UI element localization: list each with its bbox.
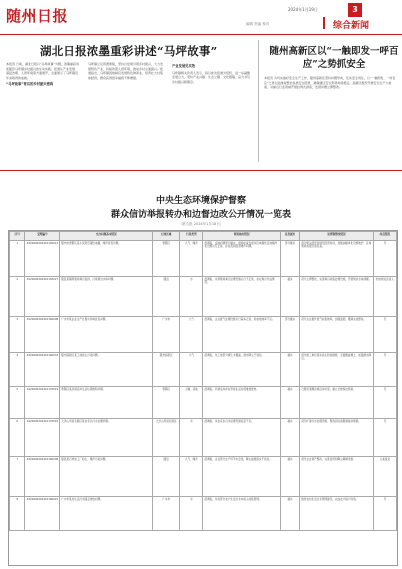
- lead-column-3: [172, 62, 252, 162]
- table-row: [10, 387, 397, 419]
- lead-col3-text: 马坪镇相关负责人表示，将以此次报道为契机，进一步凝聚发展合力，坚持产业兴镇、生态立镇、文化强镇，奋力书写乡村振兴新篇章。: [172, 70, 251, 84]
- table-header-cell: 序号: [10, 232, 25, 241]
- lead-headline: 湖北日报浓墨重彩讲述“马坪故事”: [40, 44, 218, 58]
- table-cell-fix: 责令相关经营者规范经营时间，加强油烟净化设施维护，区城管局加强日常巡查。: [300, 241, 374, 277]
- table-cell-issue: 随县某镇养殖场粪污直排，污染周边水体问题。: [60, 277, 153, 317]
- table-cell-true: 属实: [280, 457, 299, 497]
- table-cell-account: 无: [373, 387, 396, 419]
- table-header-cell: 是否属实: [280, 232, 299, 241]
- table-cell-true: 属实: [280, 497, 299, 531]
- editor-credits: 编辑 责编 校对: [246, 22, 270, 26]
- side-headline: 随州高新区以“一触即发一呼百应”之势抓安全: [269, 46, 399, 70]
- table-row: [10, 457, 397, 497]
- table-cell-no: 5: [10, 387, 25, 419]
- lead-column-2: [88, 62, 164, 162]
- table-cell-code: X420000202401170019: [25, 387, 60, 419]
- table-cell-issue: 随州高新区某工地扬尘污染问题。: [60, 353, 153, 387]
- table-row: [10, 241, 397, 277]
- table-cell-type: 大气、噪声: [180, 241, 203, 277]
- table-cell-check: 经调查，反映问题部分属实。现场检查发现该区域餐饮店油烟净化设施运行正常，存在夜间经营噪声问题。: [203, 241, 280, 277]
- table-row: [10, 419, 397, 457]
- table-cell-account: 立案查处: [373, 457, 396, 497]
- table-header-cell: 污染类型: [180, 232, 203, 241]
- section-bar: [323, 17, 325, 29]
- table-cell-region: 曾都区: [153, 387, 180, 419]
- table-cell-no: 8: [10, 497, 25, 531]
- table-cell-code: X420000202401180022: [25, 497, 60, 531]
- table-cell-type: 水: [180, 497, 203, 531]
- table-cell-no: 3: [10, 317, 25, 353]
- table-cell-type: 大气: [180, 317, 203, 353]
- table-row: [10, 497, 397, 531]
- masthead: [0, 0, 402, 35]
- table-cell-check: 经调查，企业部分生产环节未密闭，降尘措施落实不到位。: [203, 457, 280, 497]
- table-cell-type: 水: [180, 419, 203, 457]
- table-cell-fix: 推进农村生活污水管网建设，完成农户接户改造。: [300, 497, 374, 531]
- newspaper-logo: 随州日报: [6, 7, 69, 25]
- lead-col2-text: 马坪镇立足资源禀赋，坚持以党建引领乡村振兴，大力发展特色产业，持续改善人居环境，推动乡村全面振兴。报道指出，马坪镇因地制宜发展特色种养业，培育壮大村集体经济，群众获得感幸福感不断增强。: [88, 62, 164, 80]
- complaint-table: [8, 230, 398, 566]
- table-cell-no: 2: [10, 277, 25, 317]
- table-cell-no: 7: [10, 457, 25, 497]
- table-cell-true: 属实: [280, 353, 299, 387]
- table-cell-issue: 广水市某企业生产过程中异味扰民问题。: [60, 317, 153, 353]
- table-header-cell: 交办问题基本情况: [60, 232, 153, 241]
- table-header-cell: 处理和整改情况: [300, 232, 374, 241]
- table-cell-account: 无: [373, 317, 396, 353]
- table-cell-account: 无: [373, 419, 396, 457]
- table-header-cell: 问责情况: [373, 232, 396, 241]
- table-cell-true: 属实: [280, 419, 299, 457]
- table-cell-type: 大气、噪声: [180, 457, 203, 497]
- lead-col1-text: 本报讯 日前，湖北日报以“马坪故事”为题，浓墨重彩讲述随县马坪镇乡村振兴的生动实践。报道从产业发展、基层治理、人居环境等方面展开，全面展示了马坪镇近年来取得的成就。: [6, 62, 80, 80]
- feature-subtitle: （第九批 2024年1月18日）: [178, 222, 224, 226]
- side-story-body: [264, 76, 396, 162]
- table-cell-region: 广水市: [153, 497, 180, 531]
- table-cell-issue: 广水市某村生活污水随意排放问题。: [60, 497, 153, 531]
- table-cell-true: 部分属实: [280, 317, 299, 353]
- table-cell-issue: 大洪山风景名胜区某农家乐污水处理问题。: [60, 419, 153, 457]
- table-cell-fix: 责令施工单位落实扬尘防控措施，全面覆盖裸土，加强洒水降尘。: [300, 353, 374, 387]
- table-cell-account: 无: [373, 497, 396, 531]
- table-cell-check: 经调查，该养殖场粪污处理设施运行不正常，存在粪污外溢情况。: [203, 277, 280, 317]
- table-cell-fix: 已组织清理河道沿岸垃圾，建立长效保洁机制。: [300, 387, 374, 419]
- table-cell-type: 土壤、其他: [180, 387, 203, 419]
- table-cell-check: 经调查，企业废气处理设施运行基本正常，但收集效率不足。: [203, 317, 280, 353]
- table-cell-region: 曾都区: [153, 241, 180, 277]
- table-cell-check: 经调查，该工地部分裸土未覆盖，洒水降尘不到位。: [203, 353, 280, 387]
- section-rule: [0, 170, 402, 171]
- table-cell-no: 6: [10, 419, 25, 457]
- table-cell-true: 属实: [280, 277, 299, 317]
- table-row: [10, 317, 397, 353]
- side-story-text: 本报讯 为切实做好安全生产工作，随州高新区坚持问题导向，压实安全责任，以“一触即发、一呼百应”之势全面排查整治各类安全隐患，确保辖区安全形势持续稳定。高新区组织开展安全生产大检查，对重点行业领域开展拉网式排查，发现问题立即整改。: [264, 76, 396, 90]
- table-cell-type: 水: [180, 277, 203, 317]
- table-cell-region: 随县: [153, 277, 180, 317]
- feature-title-line-2: 群众信访举报转办和边督边改公开情况一览表: [110, 210, 291, 220]
- table-cell-account: 无: [373, 241, 396, 277]
- table-cell-true: 部分属实: [280, 241, 299, 277]
- table-cell-code: X420000202401150027: [25, 277, 60, 317]
- feature-title-line-1: 中央生态环境保护督察: [155, 196, 246, 206]
- table-cell-code: X420000202401170041: [25, 419, 60, 457]
- table-cell-region: 随县: [153, 457, 180, 497]
- table-cell-issue: 随州市曾都区某小区附近餐饮油烟、噪声扰民问题。: [60, 241, 153, 277]
- table-header-row: [10, 232, 397, 241]
- table-cell-issue: 曾都区某河道沿岸生活垃圾堆积问题。: [60, 387, 153, 419]
- table-header-cell: 受理编号: [25, 232, 60, 241]
- table-cell-code: X420000202401180006: [25, 457, 60, 497]
- table-cell-account: 约谈相关负责人: [373, 277, 396, 317]
- table-cell-fix: 责令扩建污水处理设施，整改到位前限制接待规模。: [300, 419, 374, 457]
- section-name: 综合新闻: [333, 21, 370, 31]
- table-cell-check: 经调查，该农家乐污水处理设施容量不足。: [203, 419, 280, 457]
- table-cell-type: 大气: [180, 353, 203, 387]
- table-row: [10, 353, 397, 387]
- table-cell-check: 经调查，河道沿岸存在零星生活垃圾堆放现象。: [203, 387, 280, 419]
- table-row: [10, 277, 397, 317]
- lead-subhead-1: “马坪故事”背后的乡村振兴密码: [6, 82, 54, 87]
- table-cell-fix: 责令立即整改，完善粪污收集处理设施，开展周边水体清理。: [300, 277, 374, 317]
- table-cell-true: 属实: [280, 387, 299, 419]
- table-cell-code: X420000202401160008: [25, 317, 60, 353]
- issue-date: 2024年1月19日: [288, 7, 318, 12]
- table-cell-region: 随州高新区: [153, 353, 180, 387]
- table-cell-fix: 责令企业提升废气收集效率，加强监测，限期完成整改。: [300, 317, 374, 353]
- table-header-cell: 调查核实情况: [203, 232, 280, 241]
- page-number: 3: [348, 3, 362, 17]
- table-header-cell: 行政区域: [153, 232, 180, 241]
- lead-subhead-2: 产业发展见实效: [172, 64, 196, 68]
- table-cell-region: 大洪山风景名胜区: [153, 419, 180, 457]
- table-cell-fix: 责令企业停产整改，完善密闭和降尘降噪设施。: [300, 457, 374, 497]
- table-cell-issue: 随县某石材加工厂粉尘、噪声污染问题。: [60, 457, 153, 497]
- column-divider: [258, 40, 259, 162]
- table-cell-account: 无: [373, 353, 396, 387]
- table-cell-code: X420000202401160033: [25, 353, 60, 387]
- table-cell-no: 4: [10, 353, 25, 387]
- lead-column-1: [6, 62, 80, 162]
- table-cell-check: 经调查，该村部分农户生活污水未接入收集管网。: [203, 497, 280, 531]
- table-cell-code: X420000202401150012: [25, 241, 60, 277]
- table-cell-no: 1: [10, 241, 25, 277]
- table-cell-region: 广水市: [153, 317, 180, 353]
